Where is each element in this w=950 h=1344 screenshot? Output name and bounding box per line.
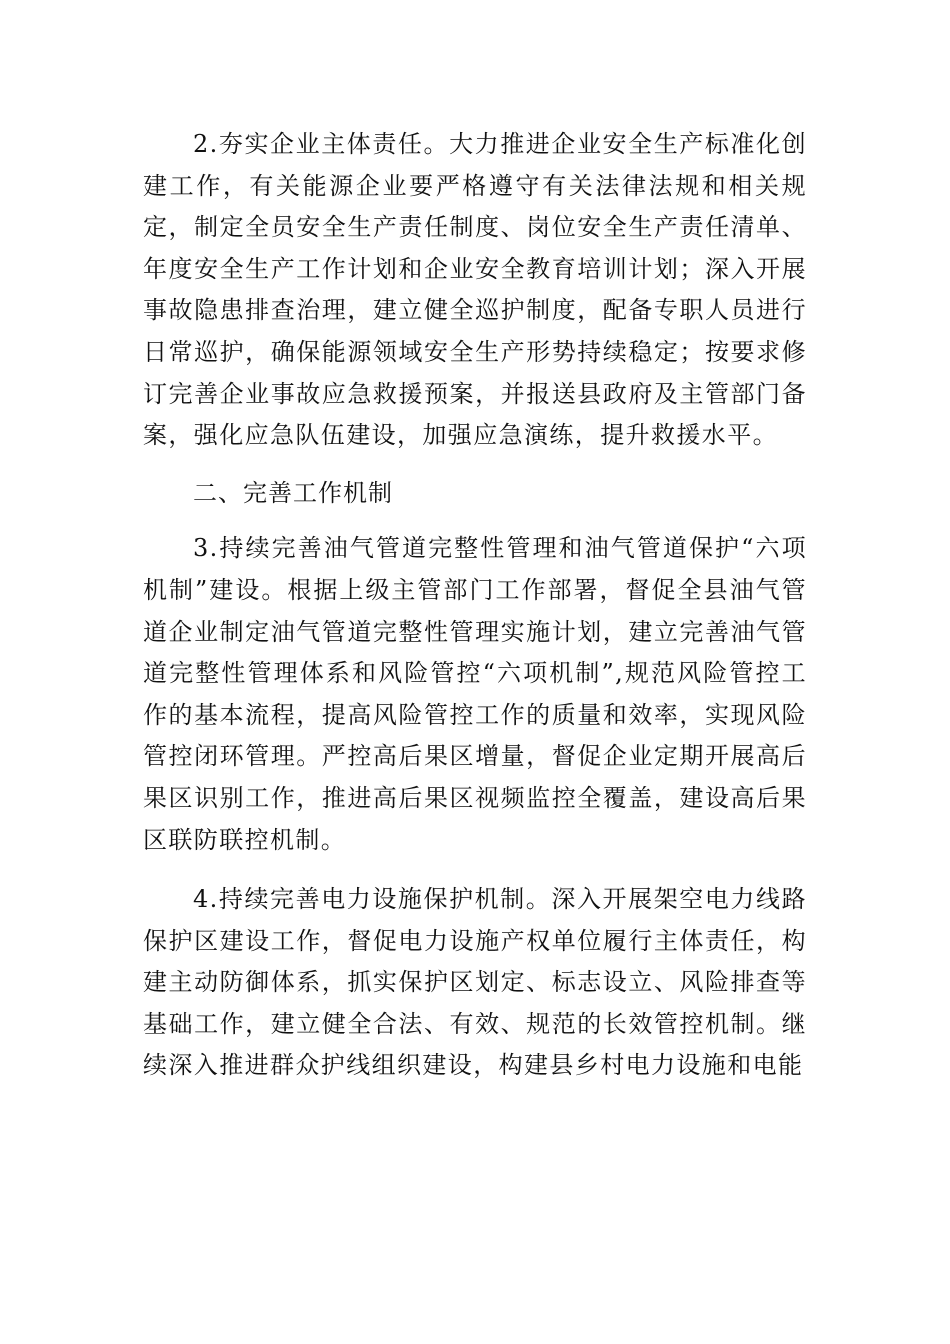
paragraph-4: 4.持续完善电力设施保护机制。深入开展架空电力线路保护区建设工作，督促电力设施产权单位履行主体责任，构建主动防御体系，抓实保护区划定、标志设立、风险排查等基础工作，建立健全合法、有效、规范的长效管控机制。继续深入推进群众护线组织建设，构建县乡村电力设施和电能 [143,885,807,1080]
paragraph-2: 2.夯实企业主体责任。大力推进企业安全生产标准化创建工作，有关能源企业要严格遵守有关法律法规和相关规定，制定全员安全生产责任制度、岗位安全生产责任清单、年度安全生产工作计划和企业安全教育培训计划；深入开展事故隐患排查治理，建立健全巡护制度，配备专职人员进行日常巡护，确保能源领域安全生产形势持续稳定；按要求修订完善企业事故应急救援预案，并报送县政府及主管部门备案，强化应急队伍建设，加强应急演练，提升救援水平。 [143,130,807,450]
document-body [143,124,807,1087]
paragraph-3: 3.持续完善油气管道完整性管理和油气管道保护“六项机制”建设。根据上级主管部门工作部署，督促全县油气管道企业制定油气管道完整性管理实施计划，建立完善油气管道完整性管理体系和风险管控“六项机制”,规范风险管控工作的基本流程，提高风险管控工作的质量和效率，实现风险管控闭环管理。严控高后果区增量，督促企业定期开展高后果区识别工作，推进高后果区视频监控全覆盖，建设高后果区联防联控机制。 [143,534,807,854]
section-heading-2: 二、完善工作机制 [193,478,393,507]
